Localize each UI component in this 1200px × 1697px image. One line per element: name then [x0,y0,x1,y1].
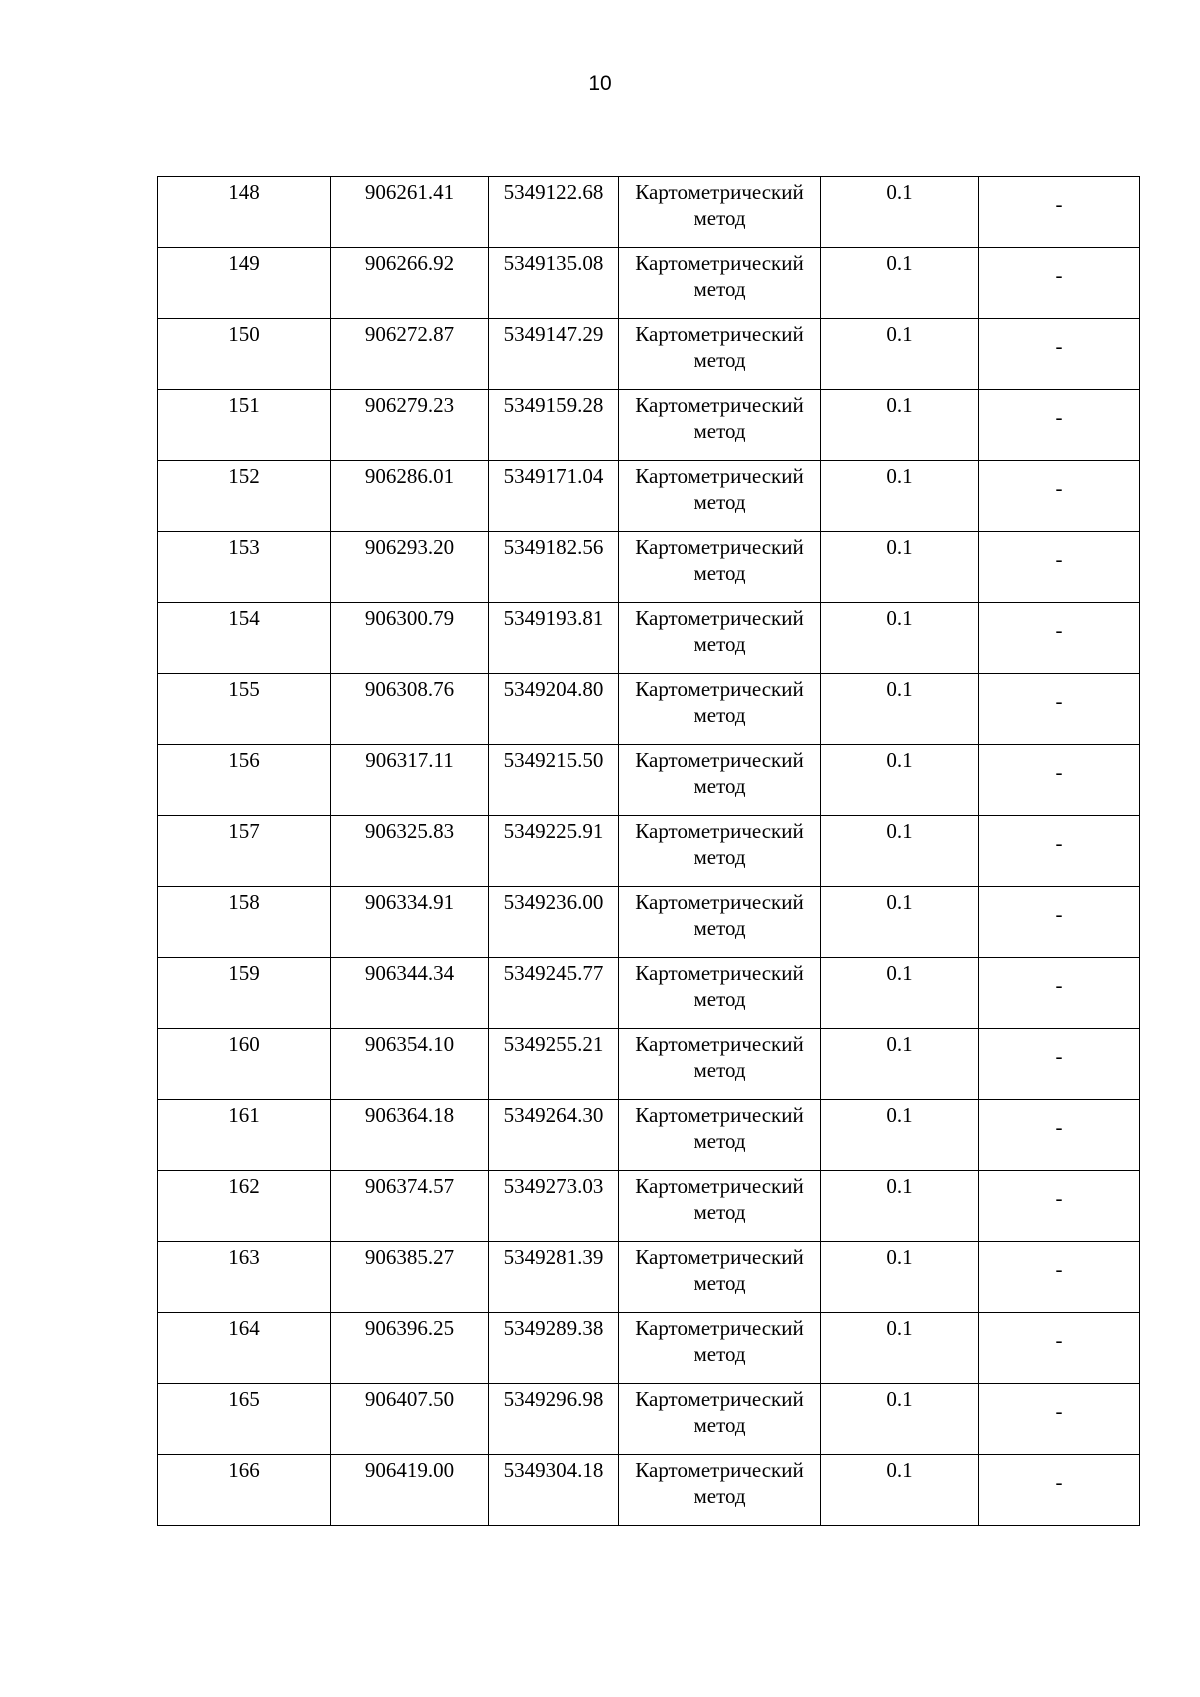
x-coordinate-cell [331,1313,489,1384]
note-text: - [1055,831,1063,855]
accuracy-cell [821,1171,979,1242]
x-coordinate-text: 906300.79 [364,606,455,630]
method-cell [619,816,821,887]
accuracy-text: 0.1 [886,393,913,417]
note-cell [979,461,1140,532]
note-text: - [1055,1044,1063,1068]
method-text: Картометрический метод [635,1032,804,1082]
x-coordinate-text: 906334.91 [364,890,455,914]
point-number-cell [158,532,331,603]
method-cell [619,390,821,461]
y-coordinate-text: 5349264.30 [503,1103,604,1127]
x-coordinate-text: 906317.11 [365,748,454,772]
note-text: - [1055,1257,1063,1281]
accuracy-cell [821,1029,979,1100]
x-coordinate-text: 906364.18 [364,1103,455,1127]
accuracy-cell [821,390,979,461]
point-number-text: 164 [228,1316,260,1340]
point-number-text: 158 [228,890,260,914]
y-coordinate-text: 5349182.56 [503,535,604,559]
point-number-cell [158,887,331,958]
accuracy-cell [821,816,979,887]
y-coordinate-cell [489,461,619,532]
table-row [158,248,1140,319]
method-cell [619,1384,821,1455]
x-coordinate-text: 906354.10 [364,1032,455,1056]
accuracy-text: 0.1 [886,180,913,204]
point-number-text: 157 [228,819,260,843]
table-row [158,1100,1140,1171]
point-number-cell [158,1384,331,1455]
method-cell [619,603,821,674]
y-coordinate-cell [489,1242,619,1313]
point-number-text: 155 [228,677,260,701]
accuracy-cell [821,603,979,674]
x-coordinate-cell [331,1100,489,1171]
table-row [158,532,1140,603]
method-text: Картометрический метод [635,819,804,869]
method-cell [619,887,821,958]
y-coordinate-cell [489,532,619,603]
y-coordinate-text: 5349273.03 [503,1174,604,1198]
y-coordinate-cell [489,1171,619,1242]
coordinates-table-body [158,177,1140,1526]
x-coordinate-text: 906396.25 [364,1316,455,1340]
note-text: - [1055,1186,1063,1210]
x-coordinate-cell [331,816,489,887]
x-coordinate-cell [331,319,489,390]
table-row [158,603,1140,674]
method-text: Картометрический метод [635,1458,804,1508]
y-coordinate-text: 5349236.00 [503,890,604,914]
point-number-text: 152 [228,464,260,488]
method-cell [619,177,821,248]
method-cell [619,1455,821,1526]
y-coordinate-cell [489,745,619,816]
method-cell [619,319,821,390]
point-number-cell [158,816,331,887]
page-number: 10 [588,72,612,95]
x-coordinate-cell [331,1455,489,1526]
accuracy-text: 0.1 [886,1458,913,1482]
note-cell [979,1029,1140,1100]
point-number-text: 161 [228,1103,260,1127]
y-coordinate-text: 5349193.81 [503,606,604,630]
note-cell [979,603,1140,674]
y-coordinate-text: 5349304.18 [503,1458,604,1482]
method-cell [619,958,821,1029]
point-number-cell [158,1242,331,1313]
accuracy-cell [821,674,979,745]
point-number-cell [158,745,331,816]
x-coordinate-cell [331,1029,489,1100]
point-number-cell [158,1313,331,1384]
accuracy-text: 0.1 [886,1103,913,1127]
point-number-cell [158,1029,331,1100]
accuracy-cell [821,887,979,958]
y-coordinate-text: 5349171.04 [503,464,604,488]
x-coordinate-cell [331,1242,489,1313]
accuracy-cell [821,1384,979,1455]
note-cell [979,248,1140,319]
note-text: - [1055,192,1063,216]
method-text: Картометрический метод [635,251,804,301]
accuracy-text: 0.1 [886,819,913,843]
table-row [158,887,1140,958]
table-row [158,745,1140,816]
note-cell [979,887,1140,958]
accuracy-text: 0.1 [886,1245,913,1269]
note-cell [979,745,1140,816]
table-row [158,816,1140,887]
note-cell [979,1242,1140,1313]
note-text: - [1055,263,1063,287]
y-coordinate-cell [489,603,619,674]
method-text: Картометрический метод [635,464,804,514]
note-text: - [1055,618,1063,642]
accuracy-text: 0.1 [886,535,913,559]
note-cell [979,1171,1140,1242]
x-coordinate-text: 906344.34 [364,961,455,985]
x-coordinate-cell [331,390,489,461]
y-coordinate-cell [489,1100,619,1171]
coordinates-table [157,176,1140,1526]
y-coordinate-text: 5349135.08 [503,251,604,275]
y-coordinate-text: 5349147.29 [503,322,604,346]
x-coordinate-text: 906266.92 [364,251,455,275]
note-cell [979,958,1140,1029]
point-number-cell [158,248,331,319]
point-number-cell [158,319,331,390]
y-coordinate-cell [489,1384,619,1455]
method-text: Картометрический метод [635,393,804,443]
point-number-cell [158,1100,331,1171]
accuracy-cell [821,745,979,816]
method-cell [619,248,821,319]
method-cell [619,674,821,745]
y-coordinate-text: 5349289.38 [503,1316,604,1340]
x-coordinate-text: 906407.50 [364,1387,455,1411]
method-text: Картометрический метод [635,322,804,372]
table-row [158,319,1140,390]
accuracy-text: 0.1 [886,1316,913,1340]
y-coordinate-cell [489,887,619,958]
accuracy-text: 0.1 [886,251,913,275]
point-number-text: 159 [228,961,260,985]
point-number-text: 166 [228,1458,260,1482]
y-coordinate-text: 5349159.28 [503,393,604,417]
x-coordinate-text: 906286.01 [364,464,455,488]
x-coordinate-cell [331,532,489,603]
point-number-text: 162 [228,1174,260,1198]
note-cell [979,1455,1140,1526]
note-cell [979,1313,1140,1384]
point-number-text: 156 [228,748,260,772]
note-text: - [1055,1399,1063,1423]
point-number-cell [158,177,331,248]
y-coordinate-cell [489,816,619,887]
point-number-cell [158,390,331,461]
y-coordinate-cell [489,390,619,461]
accuracy-text: 0.1 [886,322,913,346]
method-text: Картометрический метод [635,1316,804,1366]
table-row [158,177,1140,248]
note-cell [979,1384,1140,1455]
point-number-cell [158,1455,331,1526]
accuracy-cell [821,1100,979,1171]
method-cell [619,1029,821,1100]
y-coordinate-cell [489,1455,619,1526]
note-text: - [1055,405,1063,429]
y-coordinate-text: 5349225.91 [503,819,604,843]
x-coordinate-cell [331,887,489,958]
point-number-text: 165 [228,1387,260,1411]
x-coordinate-text: 906279.23 [364,393,455,417]
note-text: - [1055,334,1063,358]
y-coordinate-text: 5349296.98 [503,1387,604,1411]
table-row [158,1242,1140,1313]
accuracy-cell [821,319,979,390]
note-cell [979,390,1140,461]
accuracy-text: 0.1 [886,677,913,701]
accuracy-text: 0.1 [886,1032,913,1056]
x-coordinate-text: 906293.20 [364,535,455,559]
table-row [158,958,1140,1029]
table-row [158,390,1140,461]
accuracy-cell [821,532,979,603]
point-number-text: 148 [228,180,260,204]
y-coordinate-text: 5349281.39 [503,1245,604,1269]
method-cell [619,1313,821,1384]
x-coordinate-cell [331,248,489,319]
y-coordinate-cell [489,1029,619,1100]
x-coordinate-cell [331,461,489,532]
x-coordinate-text: 906261.41 [364,180,455,204]
table-row [158,1384,1140,1455]
note-cell [979,816,1140,887]
x-coordinate-cell [331,603,489,674]
point-number-text: 150 [228,322,260,346]
method-text: Картометрический метод [635,1245,804,1295]
x-coordinate-cell [331,1384,489,1455]
accuracy-text: 0.1 [886,464,913,488]
y-coordinate-cell [489,319,619,390]
note-cell [979,319,1140,390]
method-cell [619,1242,821,1313]
y-coordinate-text: 5349255.21 [503,1032,604,1056]
x-coordinate-text: 906272.87 [364,322,455,346]
note-cell [979,177,1140,248]
table-row [158,1029,1140,1100]
note-text: - [1055,476,1063,500]
y-coordinate-text: 5349215.50 [503,748,604,772]
method-cell [619,532,821,603]
table-row [158,1455,1140,1526]
y-coordinate-text: 5349122.68 [503,180,604,204]
table-row [158,1171,1140,1242]
accuracy-text: 0.1 [886,748,913,772]
method-cell [619,461,821,532]
accuracy-text: 0.1 [886,961,913,985]
note-text: - [1055,902,1063,926]
note-text: - [1055,1470,1063,1494]
note-cell [979,532,1140,603]
point-number-text: 163 [228,1245,260,1269]
table-row [158,461,1140,532]
method-text: Картометрический метод [635,535,804,585]
note-text: - [1055,547,1063,571]
method-cell [619,745,821,816]
accuracy-cell [821,177,979,248]
method-text: Картометрический метод [635,1174,804,1224]
x-coordinate-text: 906419.00 [364,1458,455,1482]
accuracy-cell [821,958,979,1029]
x-coordinate-cell [331,674,489,745]
y-coordinate-cell [489,177,619,248]
note-text: - [1055,1115,1063,1139]
method-text: Картометрический метод [635,1387,804,1437]
note-text: - [1055,760,1063,784]
accuracy-text: 0.1 [886,890,913,914]
method-text: Картометрический метод [635,606,804,656]
accuracy-cell [821,1313,979,1384]
point-number-cell [158,674,331,745]
y-coordinate-text: 5349204.80 [503,677,604,701]
point-number-text: 149 [228,251,260,275]
x-coordinate-text: 906325.83 [364,819,455,843]
point-number-text: 154 [228,606,260,630]
method-cell [619,1100,821,1171]
y-coordinate-text: 5349245.77 [503,961,604,985]
x-coordinate-text: 906374.57 [364,1174,455,1198]
accuracy-cell [821,461,979,532]
table-row [158,674,1140,745]
point-number-text: 153 [228,535,260,559]
accuracy-cell [821,1455,979,1526]
point-number-cell [158,958,331,1029]
x-coordinate-cell [331,177,489,248]
point-number-cell [158,1171,331,1242]
accuracy-text: 0.1 [886,606,913,630]
method-text: Картометрический метод [635,677,804,727]
accuracy-cell [821,248,979,319]
x-coordinate-text: 906385.27 [364,1245,455,1269]
y-coordinate-cell [489,958,619,1029]
method-text: Картометрический метод [635,1103,804,1153]
x-coordinate-cell [331,958,489,1029]
method-text: Картометрический метод [635,748,804,798]
method-text: Картометрический метод [635,961,804,1011]
x-coordinate-cell [331,745,489,816]
note-text: - [1055,1328,1063,1352]
y-coordinate-cell [489,248,619,319]
method-text: Картометрический метод [635,180,804,230]
point-number-text: 160 [228,1032,260,1056]
note-cell [979,1100,1140,1171]
method-cell [619,1171,821,1242]
accuracy-text: 0.1 [886,1387,913,1411]
accuracy-cell [821,1242,979,1313]
y-coordinate-cell [489,1313,619,1384]
accuracy-text: 0.1 [886,1174,913,1198]
note-text: - [1055,689,1063,713]
point-number-cell [158,461,331,532]
point-number-cell [158,603,331,674]
note-cell [979,674,1140,745]
method-text: Картометрический метод [635,890,804,940]
point-number-text: 151 [228,393,260,417]
note-text: - [1055,973,1063,997]
x-coordinate-cell [331,1171,489,1242]
x-coordinate-text: 906308.76 [364,677,455,701]
y-coordinate-cell [489,674,619,745]
table-row [158,1313,1140,1384]
